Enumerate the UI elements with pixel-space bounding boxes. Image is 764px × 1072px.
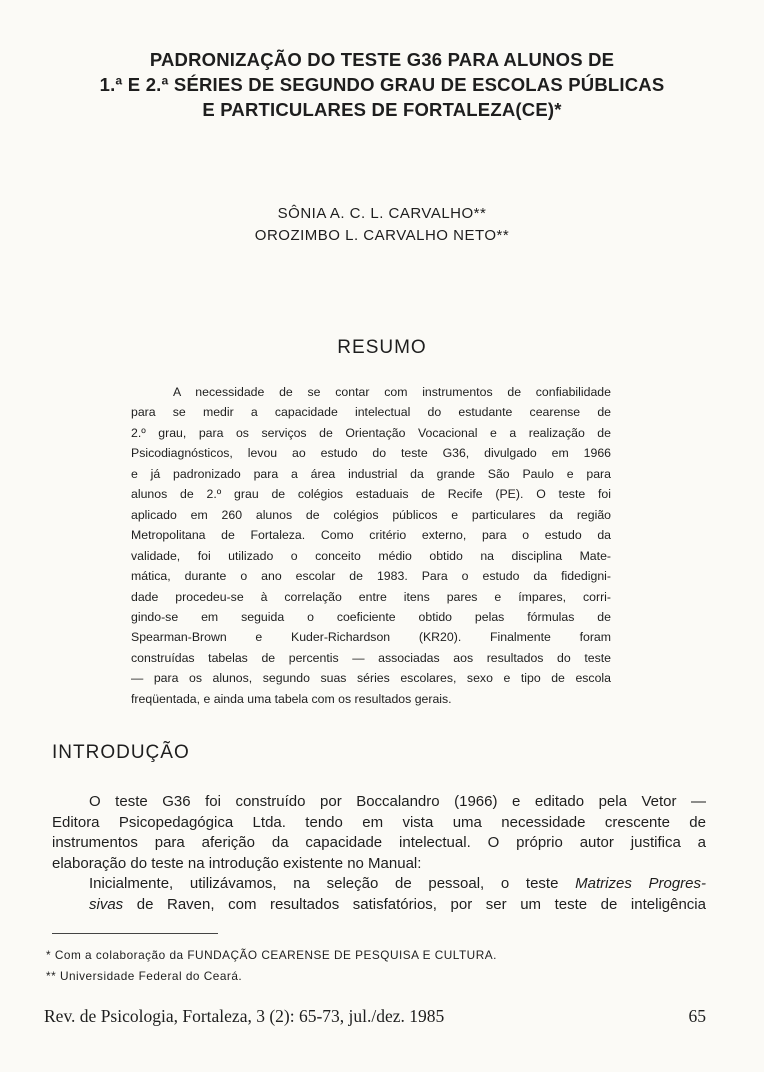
abstract-line: mática, durante o ano escolar de 1983. Para o estudo da fidedigni- <box>131 569 611 584</box>
article-title <box>40 47 724 122</box>
abstract-line: 2.º grau, para os serviços de Orientação Vocacional e a realização de <box>131 425 611 440</box>
title-line-1: PADRONIZAÇÃO DO TESTE G36 PARA ALUNOS DE <box>149 49 615 70</box>
author-list <box>0 203 764 247</box>
abstract-line: para se medir a capacidade intelectual do estudante cearense de <box>131 405 611 420</box>
abstract-line: freqüentada, e ainda uma tabela com os resultados gerais. <box>131 691 452 706</box>
abstract-line: Spearman-Brown e Kuder-Richardson (KR20). Finalmente foram <box>131 630 611 645</box>
quote-text: Inicialmente, utilizávamos, na seleção de pessoal, o teste <box>89 875 559 893</box>
author-2: OROZIMBO L. CARVALHO NETO** <box>254 227 510 244</box>
paragraph-line: O teste G36 foi construído por Boccalandro (1966) e editado pela Vetor — <box>89 793 706 810</box>
footnote-2: ** Universidade Federal do Ceará. <box>46 969 243 983</box>
page-number: 65 <box>688 1006 706 1026</box>
abstract-line: Metropolitana de Fortaleza. Como critério externo, para o estudo da <box>131 528 611 543</box>
abstract-line: A necessidade de se contar com instrumentos de confiabilidade <box>173 385 611 399</box>
abstract-line: validade, foi utilizado o conceito médio obtido na disciplina Mate- <box>131 548 611 563</box>
abstract-body <box>131 382 611 709</box>
abstract-line: alunos de 2.º grau de colégios estaduais de Recife (PE). O teste foi <box>131 487 611 502</box>
abstract-line: dade procedeu-se à correlação entre itens pares e ímpares, corri- <box>131 589 611 604</box>
quote-italic-title: Matrizes Progres- <box>575 875 707 893</box>
paragraph-line: elaboração do teste na introdução existente no Manual: <box>52 854 422 872</box>
abstract-line: aplicado em 260 alunos de colégios públicos e particulares da região <box>131 507 611 522</box>
footnote-divider <box>52 933 218 934</box>
author-1: SÔNIA A. C. L. CARVALHO** <box>277 205 487 222</box>
journal-citation: Rev. de Psicologia, Fortaleza, 3 (2): 65-73, jul./dez. 1985 <box>44 1006 445 1026</box>
abstract-line: e já padronizado para a área industrial da grande São Paulo e para <box>131 466 611 481</box>
abstract-line: Psicodiagnósticos, levou ao estudo do teste G36, divulgado em 1966 <box>131 446 611 461</box>
paragraph-line: instrumentos para aferição da capacidade intelectual. O próprio autor justifica a <box>52 834 706 852</box>
paragraph-line: Editora Psicopedagógica Ltda. tendo em vista uma necessidade crescente de <box>52 813 706 831</box>
title-line-2: 1.ª E 2.ª SÉRIES DE SEGUNDO GRAU DE ESCOLAS PÚBLICAS <box>99 74 665 95</box>
abstract-line: — para os alunos, segundo suas séries escolares, sexo e tipo de escola <box>131 671 611 686</box>
abstract-heading: RESUMO <box>337 337 427 358</box>
page-footer <box>44 1006 706 1027</box>
quote-italic-title: sivas <box>89 895 124 913</box>
quote-line <box>52 874 706 895</box>
abstract-line: gindo-se em seguida o coeficiente obtido pelas fórmulas de <box>131 609 611 624</box>
quote-line <box>52 895 706 916</box>
introduction-body <box>52 792 706 916</box>
quote-text: de Raven, com resultados satisfatórios, por ser um teste de inteligência <box>123 895 706 913</box>
abstract-line: construídas tabelas de percentis — associadas aos resultados do teste <box>131 650 611 665</box>
footnote-1: * Com a colaboração da FUNDAÇÃO CEARENSE DE PESQUISA E CULTURA. <box>46 948 497 962</box>
section-heading-introduction: INTRODUÇÃO <box>52 742 190 763</box>
title-line-3: E PARTICULARES DE FORTALEZA(CE)* <box>202 99 562 120</box>
